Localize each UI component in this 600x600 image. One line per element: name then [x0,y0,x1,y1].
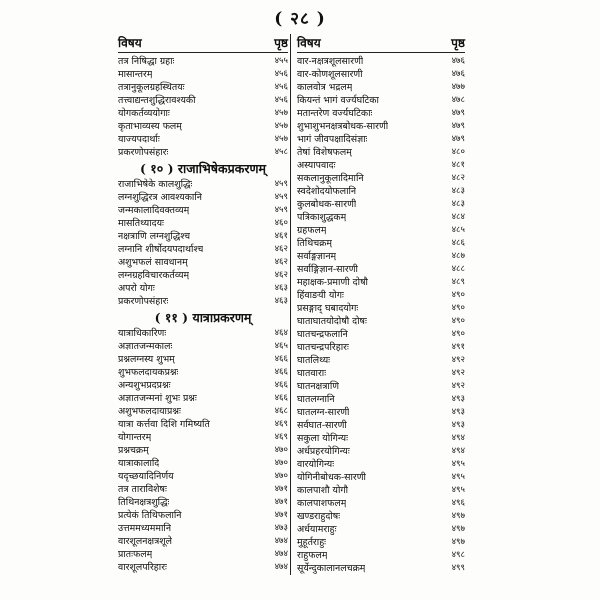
index-entry [297,484,465,497]
index-entry [118,217,288,230]
column-header [297,34,465,53]
entry-topic: तिथिनक्षत्रशुद्धिः [118,497,170,508]
entry-page-number: ४८८ [451,264,465,274]
entry-page-number: ४७४ [274,562,288,572]
entry-topic: अस्यापवादः [297,160,336,171]
entry-topic: सकुला योगिन्यः [297,433,348,444]
index-entry [297,185,465,198]
index-entry [118,146,288,159]
entry-topic: तत्त्वाद्यन्तशुद्धिरावश्यकी [118,95,196,106]
entry-topic: भागं जीवपक्षादिसंज्ञाः [297,134,368,145]
entry-page-number: ४९७ [451,537,465,547]
entry-page-number: ४८६ [451,238,465,248]
entry-page-number: ४९३ [451,407,465,417]
entry-page-number: ४६३ [274,283,288,293]
index-entry [118,327,288,340]
entry-page-number: ४६० [274,218,288,228]
entry-page-number: ४८० [451,147,465,157]
index-entry [297,315,465,328]
entry-topic: घातलग्न-सारणी [297,407,350,418]
entry-page-number: ४७१ [274,497,288,507]
entry-page-number: ४६२ [274,257,288,267]
entry-topic: राहुफलम् [297,550,328,561]
entry-topic: खण्डराहुदोषः [297,511,341,522]
entry-topic: यदृच्छयादिनिर्णय [118,471,174,482]
entry-topic: उत्तममध्यममानि [118,523,172,534]
index-entry [118,133,288,146]
entry-topic: तत्रानुकूलग्रहस्थितयः [118,82,185,93]
index-entry [297,237,465,250]
index-entry [297,211,465,224]
entry-topic: यात्राधिकारिणः [118,328,167,339]
entry-page-number: ४५६ [274,69,288,79]
index-entry [118,561,288,574]
entry-page-number: ४९२ [451,381,465,391]
index-entry [297,289,465,302]
entry-page-number: ४६५ [274,341,288,351]
entry-topic: अशुभफलं सावधानम् [118,257,188,268]
entry-topic: हिंवाङयी योगः [297,290,344,301]
index-entries [297,55,465,575]
index-entry [297,419,465,432]
index-entry [297,406,465,419]
entry-page-number: ४९४ [451,433,465,443]
entry-page-number: ४६९ [274,419,288,429]
entry-topic: सूर्येन्दुकालानलचक्रम् [297,563,366,574]
entry-topic: जन्मकालादिवक्तव्यम् [118,205,190,216]
index-entry [297,68,465,81]
entry-page-number: ४७६ [451,69,465,79]
entry-topic: तत्र निषिद्धा ग्रहाः [118,56,175,67]
entry-page-number: ४८२ [451,173,465,183]
entry-page-number: ४९६ [451,498,465,508]
entry-topic: तेषां विशेषफलम् [297,147,352,158]
entry-topic: लग्नशुद्धिरत्र आवश्यकानि [118,192,202,203]
page-number: ( २८ ) [274,9,326,29]
entry-page-number: ४६३ [274,296,288,306]
index-entry [297,172,465,185]
index-entry [297,562,465,575]
entry-page-number: ४७६ [451,56,465,66]
entry-page-number: ४७७ [451,82,465,92]
index-entry [118,230,288,243]
entry-page-number: ४९५ [451,485,465,495]
entry-topic: सर्वाङ्गज्ञानम् [297,251,337,262]
entry-page-number: ४६२ [274,270,288,280]
entry-page-number: ४८७ [451,251,465,261]
entry-page-number: ४५६ [274,95,288,105]
index-entry [118,282,288,295]
index-entry [297,549,465,562]
index-entry [297,497,465,510]
entry-page-number: ४६६ [274,380,288,390]
index-entry [297,536,465,549]
entry-topic: वार-कोणशूलसारणी [297,69,363,80]
entry-topic: योगान्तरम् [118,432,152,443]
section-heading: ( १० ) राजाभिषेकप्रकरणम् [140,161,266,176]
index-entry [297,133,465,146]
entry-topic: कालपाशफलम् [297,498,347,509]
entry-topic: स्वदेशोदयोफलानि [297,186,357,197]
entry-topic: घाताघातयोदोषौ दोषः [297,316,367,327]
entry-page-number: ४९० [451,290,465,300]
entry-topic: कालपाशौ योगौ [297,485,349,496]
entry-page-number: ४९७ [451,511,465,521]
entry-page-number: ४७८ [451,95,465,105]
entry-topic: घातचन्द्रपरिहारः [297,342,349,353]
index-entry [118,107,288,120]
entry-topic: कृताभाव्यस्य फलम् [118,121,182,132]
entry-topic: मतान्तरेण वर्ज्यघटिकाः [297,108,373,119]
index-entry [118,94,288,107]
entry-page-number: ४९९ [451,563,465,573]
index-entry [297,302,465,315]
entry-topic: शुभफलदायकप्रश्नः [118,367,179,378]
index-entry [118,483,288,496]
index-entry [118,81,288,94]
index-entry [297,510,465,523]
entry-topic: अपरो योगः [118,283,155,294]
entry-topic: घातलिथ्यः [297,355,331,366]
entry-page-number: ४६८ [274,406,288,416]
entry-topic: लग्नग्रहविचारकर्तव्यम् [118,270,190,281]
index-entry [118,444,288,457]
index-entry [118,418,288,431]
index-entry [118,392,288,405]
index-entry [118,379,288,392]
entry-page-number: ४८९ [451,277,465,287]
entry-topic: राजाभिषेके कालशुद्धिः [118,179,193,190]
index-entry [118,191,288,204]
entry-page-number: ४५९ [274,179,288,189]
entry-topic: योगकर्तव्ययोगाः [118,108,170,119]
entry-topic: अर्धयामराहुः [297,524,337,535]
entry-page-number: ४६१ [274,231,288,241]
index-entry [118,509,288,522]
entry-page-number: ४६९ [274,432,288,442]
entry-page-number: ४५८ [274,147,288,157]
entry-page-number: ४६२ [274,244,288,254]
entry-topic: नक्षत्राणि लग्नशुद्धिश्च [118,231,191,242]
entry-page-number: ४८३ [451,186,465,196]
entry-topic: घातवाराः [297,368,327,379]
index-entry [297,224,465,237]
entry-topic: घातनक्षत्राणि [297,381,340,392]
index-entry [297,367,465,380]
index-entry [118,522,288,535]
index-entry [118,470,288,483]
entry-topic: कियन्तं भागं वर्ज्यघटिका [297,95,379,106]
entry-topic: अशुभफलदायाप्रश्नः [118,406,181,417]
entry-page-number: ४५५ [274,56,288,66]
entry-topic: सर्वघात-सारणी [297,420,347,431]
entry-page-number: ४९८ [451,550,465,560]
entry-topic: याज्यपदार्थाः [118,134,160,145]
entry-topic: मुहूर्तराहुः [297,537,327,548]
index-column-right [290,34,465,575]
entry-page-number: ४९३ [451,420,465,430]
entry-topic: सकलानुकूलादिमानि [297,173,364,184]
entry-page-number: ४७० [274,471,288,481]
entry-topic: वारशूलनक्षत्रशूले [118,536,173,547]
entry-topic: अज्ञातजन्मकालः [118,341,173,352]
entry-topic: ग्रहफलम् [297,225,327,236]
entry-page-number: ४७४ [274,549,288,559]
entry-page-number: ४७० [274,458,288,468]
entry-page-number: ४९० [451,329,465,339]
entry-topic: प्रसङ्गाद् घबादयोगः [297,303,359,314]
entry-topic: प्रातःफलम् [118,549,153,560]
index-column-left [118,34,288,574]
index-entry [297,445,465,458]
column-header [118,34,288,53]
entry-page-number: ४५९ [274,205,288,215]
index-entry [297,81,465,94]
index-entry [297,263,465,276]
entry-topic: सर्वाङ्गिज्ञान-सारणी [297,264,358,275]
entry-page-number: ४५९ [274,192,288,202]
index-entry [297,146,465,159]
entry-page-number: ४९० [451,303,465,313]
entry-topic: लग्नानि शीर्षोदयपदार्थाश्च [118,244,204,255]
index-entry [118,55,288,68]
entry-topic: वारयोगिन्यः [297,459,335,470]
entry-topic: तत्र ताराविशेषः [118,484,167,495]
entry-page-number: ४६६ [274,354,288,364]
entry-topic: प्रत्येकं तिथिफलानि [118,510,182,521]
index-entry [297,393,465,406]
entry-topic: प्रकरणोपसंहारः [118,147,169,158]
index-entry [118,548,288,561]
index-entry [297,471,465,484]
entry-page-number: ४५७ [274,108,288,118]
index-entry [118,295,288,308]
index-entry [297,354,465,367]
index-entry [118,243,288,256]
index-entry [297,198,465,211]
entry-page-number: ४७० [274,445,288,455]
index-entry [118,178,288,191]
entry-topic: अर्धप्रहरयोगिन्यः [297,446,350,457]
index-entry [118,68,288,81]
index-entry [297,120,465,133]
entry-page-number: ४९२ [451,368,465,378]
entry-page-number: ४५७ [274,121,288,131]
entry-page-number: ४८५ [451,225,465,235]
entry-page-number: ४९३ [451,394,465,404]
entry-topic: शुभाशुभनक्षत्रबोधक-सारणी [297,121,389,132]
entry-page-number: ४९५ [451,472,465,482]
entry-page-number: ४७१ [274,510,288,520]
entry-page-number: ४७९ [451,121,465,131]
index-entry [118,405,288,418]
page-heading: पृष्ठ [274,36,288,50]
entry-topic: घातलग्नानि [297,394,335,405]
entry-topic: प्रश्नलग्नस्य शुभम् [118,354,175,365]
entry-topic: तिथिचक्रम् [297,238,332,249]
entry-topic: मासतिथ्यादयः [118,218,164,229]
index-entry [118,535,288,548]
entry-topic: महाक्षक-प्रमाणी दोषौ [297,277,368,288]
index-entry [118,353,288,366]
entry-topic: यात्राकालादि [118,458,160,469]
section-heading: ( ११ ) यात्राप्रकरणम् [154,310,252,325]
index-entry [297,523,465,536]
index-entry [297,250,465,263]
index-entry [297,432,465,445]
entry-page-number: ४९० [451,316,465,326]
index-entry [118,269,288,282]
index-entry [118,496,288,509]
index-entry [297,94,465,107]
index-entry [297,107,465,120]
index-entry [118,366,288,379]
index-entry [118,340,288,353]
index-entry [297,458,465,471]
index-entries [118,55,288,574]
entry-page-number: ४९५ [451,459,465,469]
entry-page-number: ४९४ [451,446,465,456]
index-entry [297,380,465,393]
entry-page-number: ४६६ [274,367,288,377]
entry-topic: कालवोत्र भद्रलम् [297,82,353,93]
entry-topic: यात्रा कर्त्तवा दिशि गमिष्यति [118,419,210,430]
index-entry [118,256,288,269]
entry-page-number: ४५६ [274,82,288,92]
index-entry [297,341,465,354]
index-entry [118,431,288,444]
topic-heading: विषय [118,36,142,50]
topic-heading: विषय [297,36,321,50]
page-heading: पृष्ठ [451,36,465,50]
entry-page-number: ४७४ [274,536,288,546]
entry-page-number: ४८४ [451,212,465,222]
entry-page-number: ४७३ [274,523,288,533]
entry-page-number: ४८१ [451,160,465,170]
entry-topic: मासान्तरम् [118,69,153,80]
entry-topic: पत्रिकाशुद्धकम् [297,212,347,223]
entry-topic: प्रश्नचक्रम् [118,445,149,456]
entry-page-number: ४६४ [274,328,288,338]
entry-page-number: ४७९ [451,108,465,118]
index-entry [118,204,288,217]
entry-topic: कुलबोधक-सारणी [297,199,357,210]
index-entry [118,457,288,470]
index-entry [297,276,465,289]
entry-page-number: ४७१ [274,484,288,494]
index-entry [118,120,288,133]
entry-page-number: ४९१ [451,342,465,352]
index-entry [297,328,465,341]
entry-topic: अज्ञातजन्मनां शुभः प्रश्नः [118,393,197,404]
entry-topic: योगिनीबोधक-सारणी [297,472,366,483]
entry-topic: अन्यशुभप्रदप्रश्नः [118,380,171,391]
entry-page-number: ४८३ [451,199,465,209]
entry-topic: घातचन्द्रफलानि [297,329,348,340]
index-entry [297,159,465,172]
entry-topic: वार-नक्षत्रशूलसारणी [297,56,364,67]
entry-page-number: ४६६ [274,393,288,403]
entry-page-number: ४७९ [451,134,465,144]
entry-page-number: ४५७ [274,134,288,144]
entry-page-number: ४९२ [451,355,465,365]
entry-topic: प्रकरणोपसंहारः [118,296,169,307]
entry-topic: वारशूलपरिहारः [118,562,167,573]
entry-page-number: ४९७ [451,524,465,534]
index-entry [297,55,465,68]
